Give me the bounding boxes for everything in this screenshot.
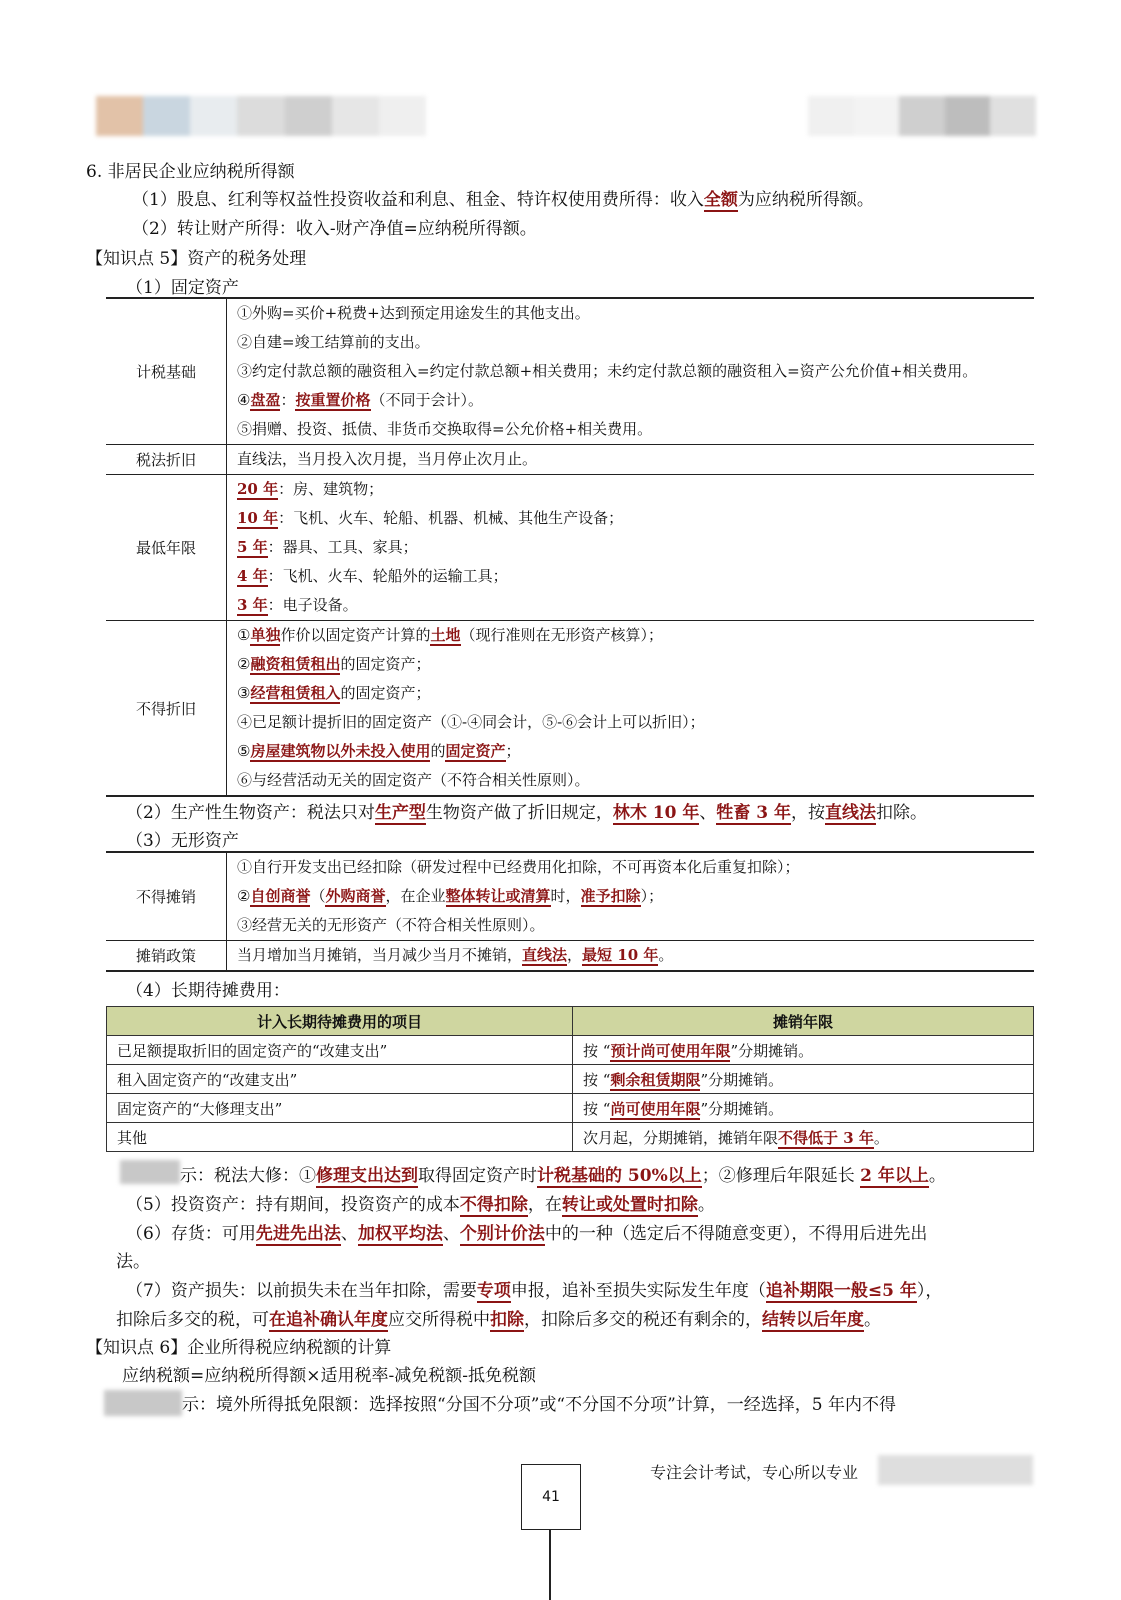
no-amort-item: ②自创商誉（外购商誉，在企业整体转让或清算时，准予扣除）； [237,887,664,905]
intangible-title: （3）无形资产 [126,831,239,851]
longterm-years: 按 “剩余租赁期限”分期摊销。 [573,1065,1034,1094]
basis-content [227,298,1035,445]
page-number: 41 [521,1464,581,1530]
page-number-stem [549,1530,551,1600]
fixed-assets-table [106,297,1034,797]
asset-loss-line: （7）资产损失：以前损失未在当年扣除，需要专项申报，追补至损失实际发生年度（追补期限一般≤5 年）， [126,1281,943,1301]
no-dep-item: ①单独作价以固定资产计算的土地（现行准则在无形资产核算）； [237,626,664,644]
no-amort-item: ③经营无关的无形资产（不符合相关性原则）。 [237,916,545,934]
kp6-tips-prefix-blurred [104,1390,182,1416]
min-years-content [227,475,1035,621]
footer-brand-blurred [878,1455,1033,1485]
depreciation-label: 税法折旧 [106,445,227,475]
no-amort-item: ①自行开发支出已经扣除（研发过程中已经费用化扣除，不可再资本化后重复扣除）； [237,858,800,876]
kp6-tips: 示：境外所得抵免限额：选择按照“分国不分项”或“不分国不分项”计算，一经选择，5 年内不得 [182,1395,896,1415]
footer-slogan: 专注会计考试，专心所以专业 [650,1463,859,1482]
min-year-item: 10 年：飞机、火车、轮船、机器、机械、其他生产设备； [237,509,624,527]
longterm-col-item-header: 计入长期待摊费用的项目 [107,1007,573,1036]
bio-assets-line: （2）生产性生物资产：税法只对生产型生物资产做了折旧规定，林木 10 年、牲畜 3 年，按直线法扣除。 [126,803,927,823]
no-amortize-content [227,852,1035,941]
investment-line: （5）投资资产：持有期间，投资资产的成本不得扣除，在转让或处置时扣除。 [126,1195,715,1215]
min-year-item: 3 年：电子设备。 [237,596,358,614]
table-row [107,1065,1034,1094]
no-amortize-label: 不得摊销 [106,852,227,941]
intangible-table [106,851,1034,972]
min-year-item: 20 年：房、建筑物； [237,480,384,498]
section-6-line-2: （2）转让财产所得：收入-财产净值=应纳税所得额。 [132,219,537,239]
basis-label: 计税基础 [106,298,227,445]
amortize-policy-content: 当月增加当月摊销，当月减少当月不摊销，直线法，最短 10 年。 [237,946,674,964]
basis-item: ③约定付款总额的融资租入=约定付款总额+相关费用；未约定付款总额的融资租入=资产公允价值+相关费用。 [237,362,978,380]
table-row [107,1036,1034,1065]
basis-item: ⑤捐赠、投资、抵债、非货币交换取得=公允价格+相关费用。 [237,420,653,438]
longterm-years: 按 “尚可使用年限”分期摊销。 [573,1094,1034,1123]
amortize-policy-label: 摊销政策 [106,941,227,972]
longterm-item: 其他 [107,1123,573,1152]
header-logo-blurred [96,96,426,136]
header-brand-blurred [808,96,1036,136]
basis-item: ④盘盈：按重置价格（不同于会计）。 [237,391,484,409]
no-dep-item: ③经营租赁租入的固定资产； [237,684,431,702]
basis-item: ②自建=竣工结算前的支出。 [237,333,430,351]
min-year-item: 4 年：飞机、火车、轮船外的运输工具； [237,567,508,585]
inventory-line-cont: 法。 [116,1252,150,1272]
no-dep-item: ⑥与经营活动无关的固定资产（不符合相关性原则）。 [237,771,590,789]
longterm-item: 已足额提取折旧的固定资产的“改建支出” [107,1036,573,1065]
longterm-years: 次月起，分期摊销，摊销年限不得低于 3 年。 [573,1123,1034,1152]
no-depreciation-content [227,621,1035,797]
kp6-heading: 【知识点 6】企业所得税应纳税额的计算 [86,1338,392,1358]
no-dep-item: ②融资租赁租出的固定资产； [237,655,431,673]
basis-item: ①外购=买价+税费+达到预定用途发生的其他支出。 [237,304,590,322]
longterm-title: （4）长期待摊费用： [126,981,290,1001]
longterm-table [106,1006,1034,1152]
section-6-line-1: （1）股息、红利等权益性投资收益和利息、租金、特许权使用费所得：收入全额为应纳税所得额。 [132,190,874,210]
longterm-years: 按 “预计尚可使用年限”分期摊销。 [573,1036,1034,1065]
min-year-item: 5 年：器具、工具、家具； [237,538,418,556]
inventory-line: （6）存货：可用先进先出法、加权平均法、个别计价法中的一种（选定后不得随意变更），不得用后进先出 [126,1224,928,1244]
longterm-item: 租入固定资产的“改建支出” [107,1065,573,1094]
table-row [107,1123,1034,1152]
kp5-heading: 【知识点 5】资产的税务处理 [86,249,307,269]
no-dep-item: ⑤房屋建筑物以外未投入使用的固定资产； [237,742,521,760]
section-6-title: 6. 非居民企业应纳税所得额 [86,162,295,182]
table-row [107,1094,1034,1123]
no-dep-item: ④已足额计提折旧的固定资产（①-④同会计，⑤-⑥会计上可以折旧）； [237,713,705,731]
min-years-label: 最低年限 [106,475,227,621]
no-depreciation-label: 不得折旧 [106,621,227,797]
fixed-assets-title: （1）固定资产 [126,278,239,298]
longterm-col-years-header: 摊销年限 [573,1007,1034,1036]
depreciation-content: 直线法，当月投入次月提，当月停止次月止。 [237,450,538,468]
longterm-item: 固定资产的“大修理支出” [107,1094,573,1123]
tips-prefix-blurred [120,1160,180,1184]
kp6-formula: 应纳税额=应纳税所得额×适用税率-减免税额-抵免税额 [122,1366,536,1386]
asset-loss-line-cont: 扣除后多交的税，可在追补确认年度应交所得税中扣除，扣除后多交的税还有剩余的，结转以后年度。 [116,1310,881,1330]
repair-tips-line: 示：税法大修：①修理支出达到取得固定资产时计税基础的 50%以上；②修理后年限延长 2 年以上。 [180,1166,946,1186]
